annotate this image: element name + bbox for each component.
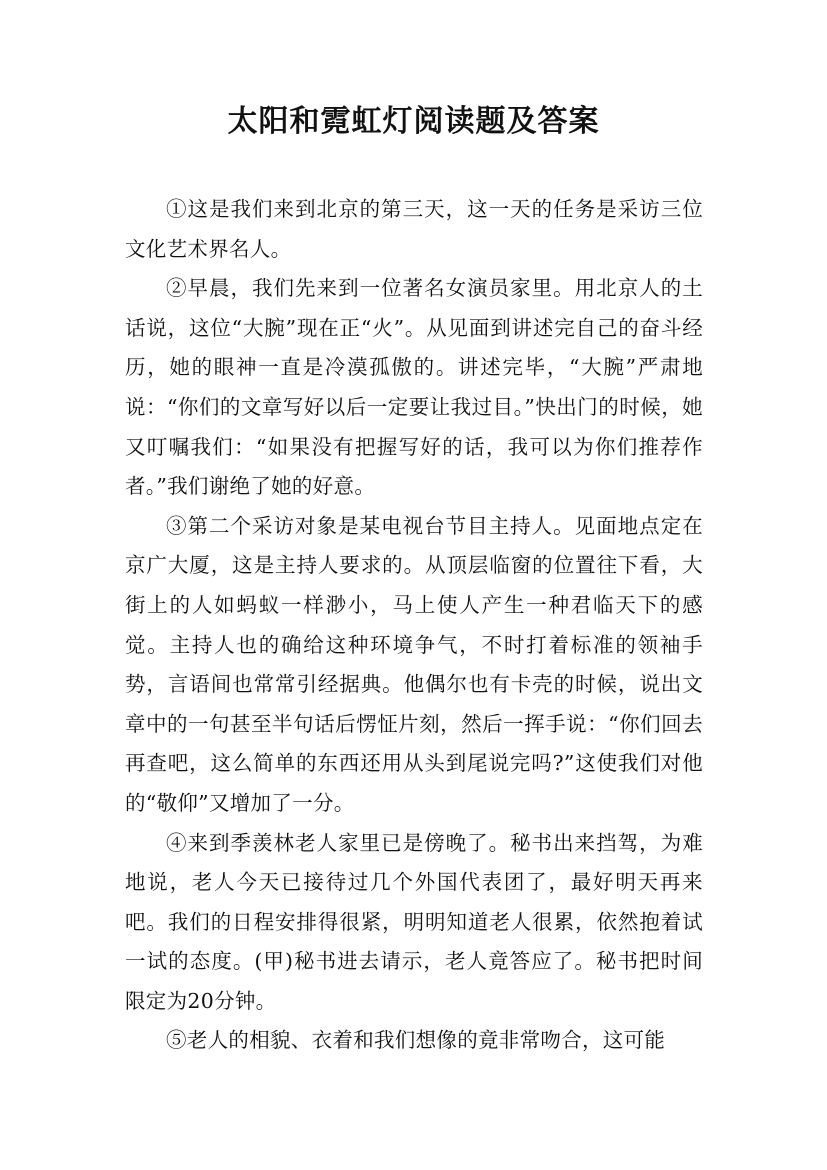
paragraph-5: ⑤老人的相貌、衣着和我们想像的竟非常吻合，这可能 [166,1028,666,1053]
paragraph-1: ①这是我们来到北京的第三天，这一天的任务是采访三位文化艺术界名人。 [125,197,703,261]
paragraph-4: ④来到季羡林老人家里已是傍晚了。秘书出来挡驾，为难地说，老人今天已接待过几个外国代表团了，最好明天再来吧。我们的日程安排得很紧，明明知道老人很累，依然抱着试一试的态度。(甲)秘书进去请示，老人竟答应了。秘书把时间限定为20分钟。 [125,830,703,1013]
paragraph-2: ②早晨，我们先来到一位著名女演员家里。用北京人的土话说，这位“大腕”现在正“火”。从见面到讲述完自己的奋斗经历，她的眼神一直是冷漠孤傲的。讲述完毕，“大腕”严肃地说：“你们的文章写好以后一定要让我过目。”快出门的时候，她又叮嘱我们：“如果没有把握写好的话，我可以为你们推荐作者。”我们谢绝了她的好意。 [125,276,703,499]
paragraph-3: ③第二个采访对象是某电视台节目主持人。见面地点定在京广大厦，这是主持人要求的。从顶层临窗的位置往下看，大街上的人如蚂蚁一样渺小，马上使人产生一种君临天下的感觉。主持人也的确给这种环境争气，不时打着标准的领袖手势，言语间也常常引经据典。他偶尔也有卡壳的时候，说出文章中的一句甚至半句话后愣怔片刻，然后一挥手说：“你们回去再查吧，这么简单的东西还用从头到尾说完吗?”这使我们对他的“敬仰”又增加了一分。 [125,513,703,815]
document-title: 太阳和霓虹灯阅读题及答案 [227,104,600,139]
document-body [125,190,703,1061]
